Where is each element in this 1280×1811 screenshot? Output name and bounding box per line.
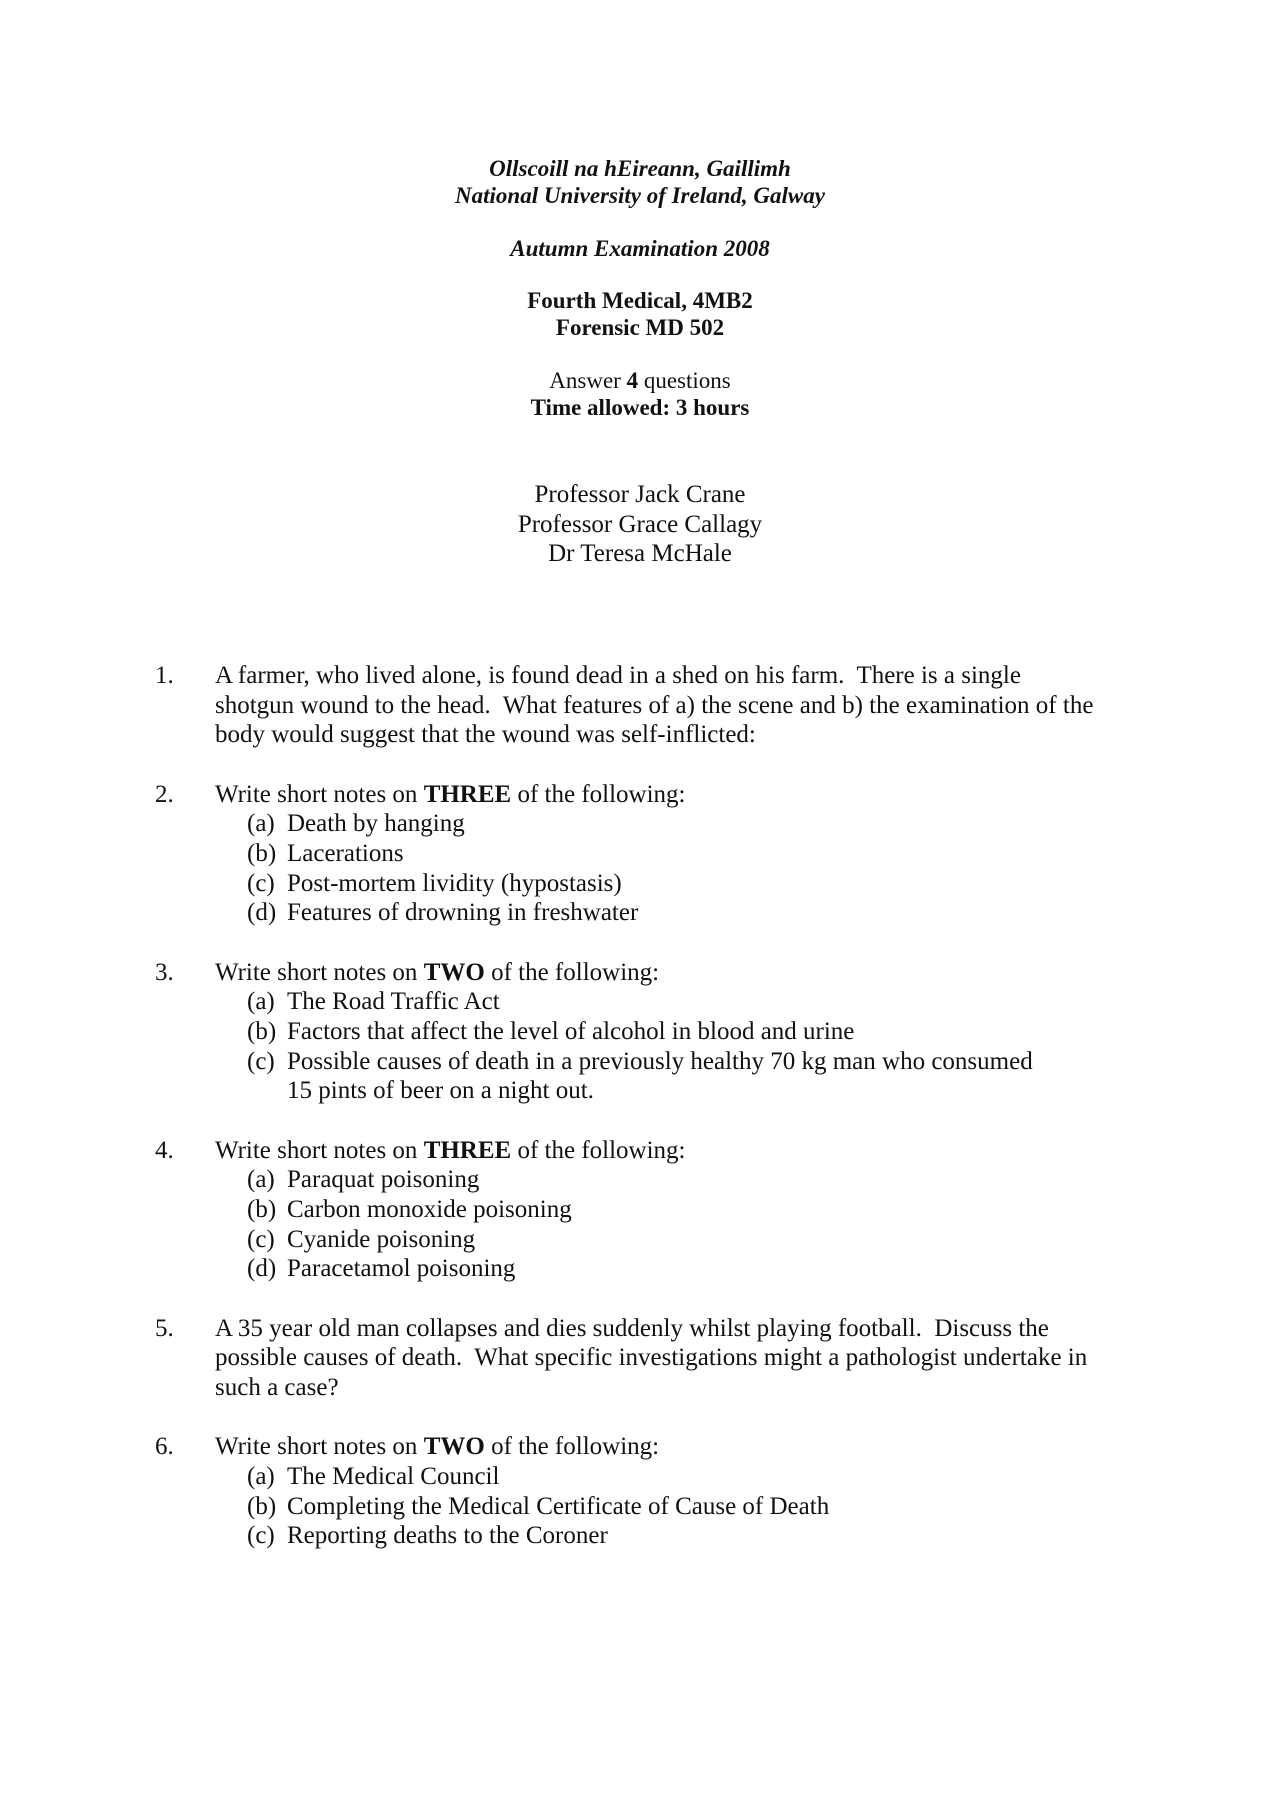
sub-item: (d) Paracetamol poisoning: [247, 1255, 516, 1283]
examiner: Professor Jack Crane: [534, 481, 746, 508]
sub-item: (a) Paraquat poisoning: [247, 1166, 480, 1194]
sub-item: (b) Factors that affect the level of alcohol in blood and urine: [247, 1018, 855, 1046]
answer-count: 4: [626, 368, 639, 393]
time-allowed: Time allowed: 3 hours: [530, 395, 750, 420]
examiner: Dr Teresa McHale: [548, 540, 732, 567]
questions-list: [0, 661, 1280, 1581]
question-text: Write short notes on THREE of the following:: [215, 1136, 686, 1164]
question-number: 3.: [155, 958, 174, 986]
exam-session: Autumn Examination 2008: [510, 236, 770, 261]
sub-item: (b) Completing the Medical Certificate of Cause of Death: [247, 1492, 830, 1520]
question-emphasis: TWO: [423, 1433, 485, 1461]
question-text: A farmer, who lived alone, is found dead in a shed on his farm. There is a single shotgun wound to the head. What features of a) the scene and b) the examination of the body would suggest that the wound was self-inflicted:: [215, 662, 1094, 749]
course-title: Fourth Medical, 4MB2: [527, 288, 753, 313]
question-number: 1.: [155, 662, 174, 689]
question-2: [0, 780, 1280, 929]
question-number: 5.: [155, 1314, 174, 1342]
question-4: [0, 1136, 1280, 1285]
question-text: Write short notes on TWO of the following:: [215, 958, 660, 986]
sub-item: (c) Cyanide poisoning: [247, 1225, 476, 1253]
sub-item: (b) Lacerations: [247, 840, 404, 868]
question-emphasis: TWO: [423, 958, 485, 986]
sub-item: (a) The Medical Council: [247, 1462, 500, 1490]
question-1: [0, 661, 1280, 750]
exam-header: [0, 155, 1280, 209]
question-text: A 35 year old man collapses and dies suddenly whilst playing football. Discuss the possible causes of death. What specific investigations might a pathologist undertake in such a case?: [215, 1314, 1088, 1402]
answer-instruction: Answer 4 questions: [549, 368, 731, 393]
question-text: Write short notes on THREE of the following:: [215, 780, 686, 808]
question-number: 4.: [155, 1136, 174, 1164]
question-number: 2.: [155, 780, 174, 808]
question-emphasis: THREE: [423, 780, 512, 808]
question-number: 6.: [155, 1433, 174, 1461]
question-emphasis: THREE: [423, 1136, 512, 1164]
sub-item: (a) The Road Traffic Act: [247, 988, 500, 1016]
sub-item: (c) Reporting deaths to the Coroner: [247, 1522, 608, 1550]
sub-item: (d) Features of drowning in freshwater: [247, 899, 639, 927]
university-irish-name: Ollscoill na hEireann, Gaillimh: [489, 156, 791, 181]
sub-item: (a) Death by hanging: [247, 810, 465, 838]
sub-item: (c) Post-mortem lividity (hypostasis): [247, 869, 622, 897]
examiner: Professor Grace Callagy: [517, 510, 763, 538]
question-text: Write short notes on TWO of the following:: [215, 1433, 660, 1461]
question-6: [0, 1432, 1280, 1551]
sub-item: (b) Carbon monoxide poisoning: [247, 1196, 572, 1224]
university-english-name: National University of Ireland, Galway: [455, 183, 825, 208]
sub-item: (c) Possible causes of death in a previously healthy 70 kg man who consumed: [247, 1047, 1033, 1075]
module-title: Forensic MD 502: [555, 315, 725, 340]
sub-item-continuation: 15 pints of beer on a night out.: [287, 1077, 594, 1105]
question-5: [0, 1314, 1280, 1403]
examiners-list: [0, 480, 1280, 569]
question-3: [0, 958, 1280, 1107]
